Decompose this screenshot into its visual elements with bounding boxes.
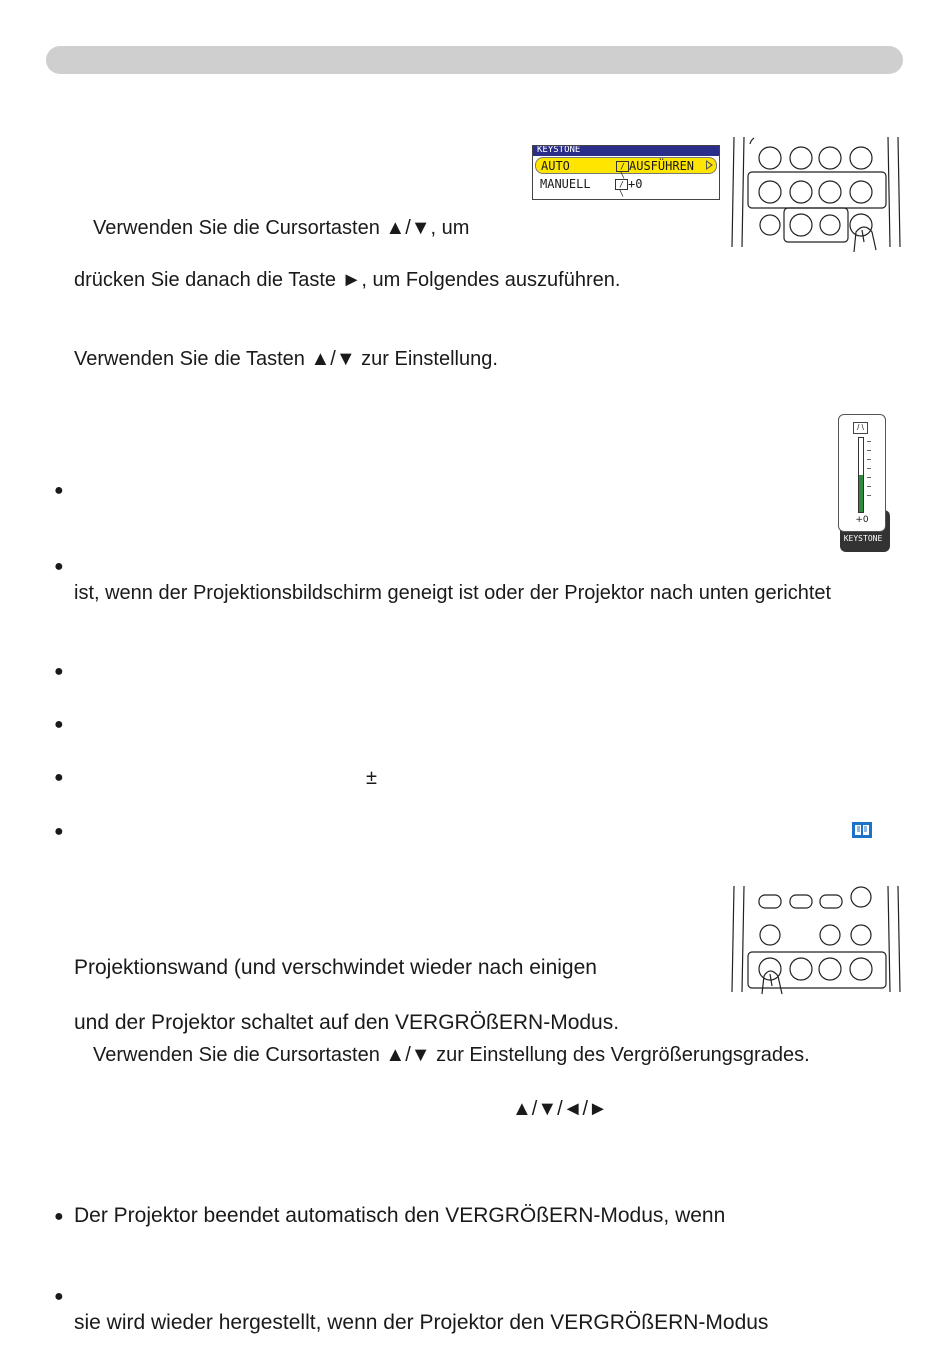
remote-button [790,958,812,980]
keystone-menu [532,145,720,200]
instruction-text: Verwenden Sie die Cursortasten ▲/▼, um [93,217,470,239]
remote-button [819,147,841,169]
remote-button [760,215,780,235]
menu-item-value: +0 [628,177,643,191]
instruction-text: und der Projektor schaltet auf den VERGRÖßERN-Modus. [74,1011,620,1034]
remote-button [850,214,872,236]
keystone-icon: / \ [853,422,868,434]
remote-button [819,958,841,980]
remote-button [819,181,841,203]
keystone-icon: / \ [616,161,629,172]
remote-control-illustration [726,132,906,252]
remote-button [850,958,872,980]
keystone-slider[interactable] [838,414,886,532]
slider-label: KEYSTONE [843,534,883,543]
instruction-text: drücken Sie danach die Taste ►, um Folgendes auszuführen. [74,269,621,291]
bullet: ● [54,1288,64,1305]
remote-button [790,214,812,236]
note-text: Der Projektor beendet automatisch den VERGRÖßERN-Modus, wenn [74,1204,726,1227]
remote-button [820,895,842,908]
section-header-bar [46,46,903,74]
slider-fill [859,475,863,512]
remote-button [851,887,871,907]
keystone-icon: / \ [615,179,628,190]
remote-button [820,215,840,235]
remote-button [790,181,812,203]
slider-value: +0 [855,515,869,525]
remote-button [790,895,812,908]
cursor-keys-text: ▲/▼/◄/► [512,1098,608,1120]
bullet: ● [54,716,64,733]
remote-button [759,895,781,908]
plus-minus-symbol: ± [366,767,377,789]
menu-item-label: MANUELL [540,177,591,191]
book-reference-icon[interactable] [852,822,872,838]
triangle-right-icon [706,160,713,170]
menu-title: KEYSTONE [533,146,719,156]
note-text: ist, wenn der Projektionsbildschirm geneigt ist oder der Projektor nach unten gerichtet [74,582,832,604]
instruction-text: Verwenden Sie die Tasten ▲/▼ zur Einstellung. [74,348,498,370]
instruction-text: Projektionswand (und verschwindet wieder nach einigen [74,956,597,979]
menu-item-auto[interactable] [535,157,717,180]
bullet: ● [54,823,64,840]
menu-item-value: AUSFÜHREN [629,159,695,173]
remote-button [850,147,872,169]
remote-button [759,181,781,203]
bullet: ● [54,663,64,680]
remote-button [759,147,781,169]
bullet: ● [54,1208,64,1225]
remote-button [820,925,840,945]
remote-button [850,181,872,203]
bullet: ● [54,482,64,499]
remote-button [790,147,812,169]
note-text: sie wird wieder hergestellt, wenn der Projektor den VERGRÖßERN-Modus [74,1311,769,1334]
bullet: ● [54,769,64,786]
menu-item-manuell[interactable] [535,176,717,198]
slider-ticks [867,441,871,504]
remote-control-illustration [726,884,906,996]
bullet: ● [54,558,64,575]
remote-button [851,925,871,945]
slider-track [858,437,864,513]
menu-item-label: AUTO [541,159,570,173]
remote-button [760,925,780,945]
instruction-text: Verwenden Sie die Cursortasten ▲/▼ zur Einstellung des Vergrößerungsgrades. [93,1044,810,1066]
